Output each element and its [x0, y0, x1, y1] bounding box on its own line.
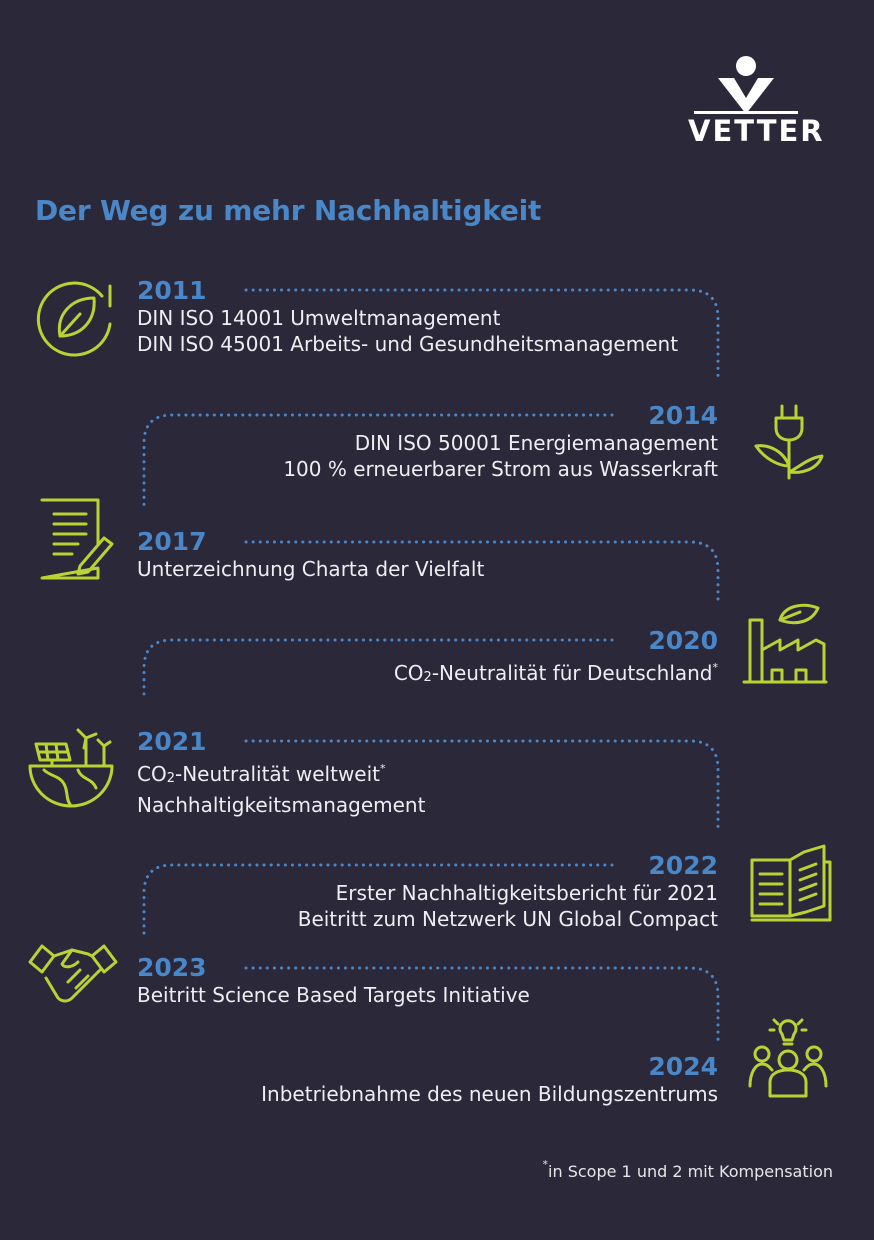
year-label: 2022	[648, 851, 718, 880]
milestone-2014	[283, 402, 718, 482]
milestone-text: Nachhaltigkeitsmanagement	[137, 793, 426, 817]
people-lightbulb-icon	[742, 1016, 832, 1106]
subscript: 2	[166, 771, 175, 786]
milestone-text: DIN ISO 50001 Energiemanagement	[354, 431, 718, 455]
milestone-2022	[298, 852, 718, 932]
year-label: 2014	[648, 401, 718, 430]
text-part: CO	[393, 661, 424, 685]
text-part: CO	[137, 762, 167, 786]
milestone-2017	[137, 528, 484, 582]
leaf-circle-icon	[30, 274, 120, 364]
year-label: 2020	[648, 626, 718, 655]
milestone-text: Inbetriebnahme des neuen Bildungszentrums	[261, 1082, 718, 1106]
open-book-icon	[746, 840, 836, 930]
milestone-text: DIN ISO 45001 Arbeits- und Gesundheitsmanagement	[137, 332, 679, 356]
year-label: 2017	[137, 527, 207, 556]
milestone-text: Unterzeichnung Charta der Vielfalt	[137, 557, 485, 581]
milestone-text: 100 % erneuerbarer Strom aus Wasserkraft	[283, 457, 718, 481]
handshake-icon	[28, 928, 118, 1018]
footnote-mark: *	[712, 661, 718, 674]
milestone-2011	[137, 277, 678, 357]
milestone-2023	[137, 954, 530, 1008]
logo-text: VETTER	[688, 114, 825, 148]
year-label: 2023	[137, 953, 207, 982]
footnote-text: in Scope 1 und 2 mit Kompensation	[548, 1162, 833, 1181]
milestone-text: DIN ISO 14001 Umweltmanagement	[137, 306, 501, 330]
text-part: -Neutralität weltweit	[175, 762, 381, 786]
plug-plant-icon	[748, 396, 838, 486]
milestone-text: Beitritt zum Netzwerk UN Global Compact	[297, 907, 718, 931]
subscript: 2	[423, 670, 432, 685]
milestone-text	[394, 655, 718, 691]
year-label: 2011	[137, 276, 207, 305]
year-label: 2021	[137, 727, 207, 756]
milestone-text	[137, 756, 425, 792]
milestone-2024	[261, 1053, 718, 1107]
footnote-mark: *	[542, 1158, 549, 1171]
factory-leaf-icon	[740, 600, 830, 690]
footnote-mark: *	[380, 762, 386, 775]
text-part: -Neutralität für Deutschland	[431, 661, 713, 685]
document-pen-icon	[28, 494, 118, 584]
year-label: 2024	[648, 1052, 718, 1081]
milestone-2021	[137, 728, 425, 818]
page-title: Der Weg zu mehr Nachhaltigkeit	[35, 194, 542, 227]
footnote	[543, 1158, 833, 1181]
milestone-text: Erster Nachhaltigkeitsbericht für 2021	[335, 881, 718, 905]
milestone-text: Beitritt Science Based Targets Initiative	[137, 983, 530, 1007]
milestone-2020	[394, 627, 718, 691]
globe-renewables-icon	[26, 720, 116, 810]
